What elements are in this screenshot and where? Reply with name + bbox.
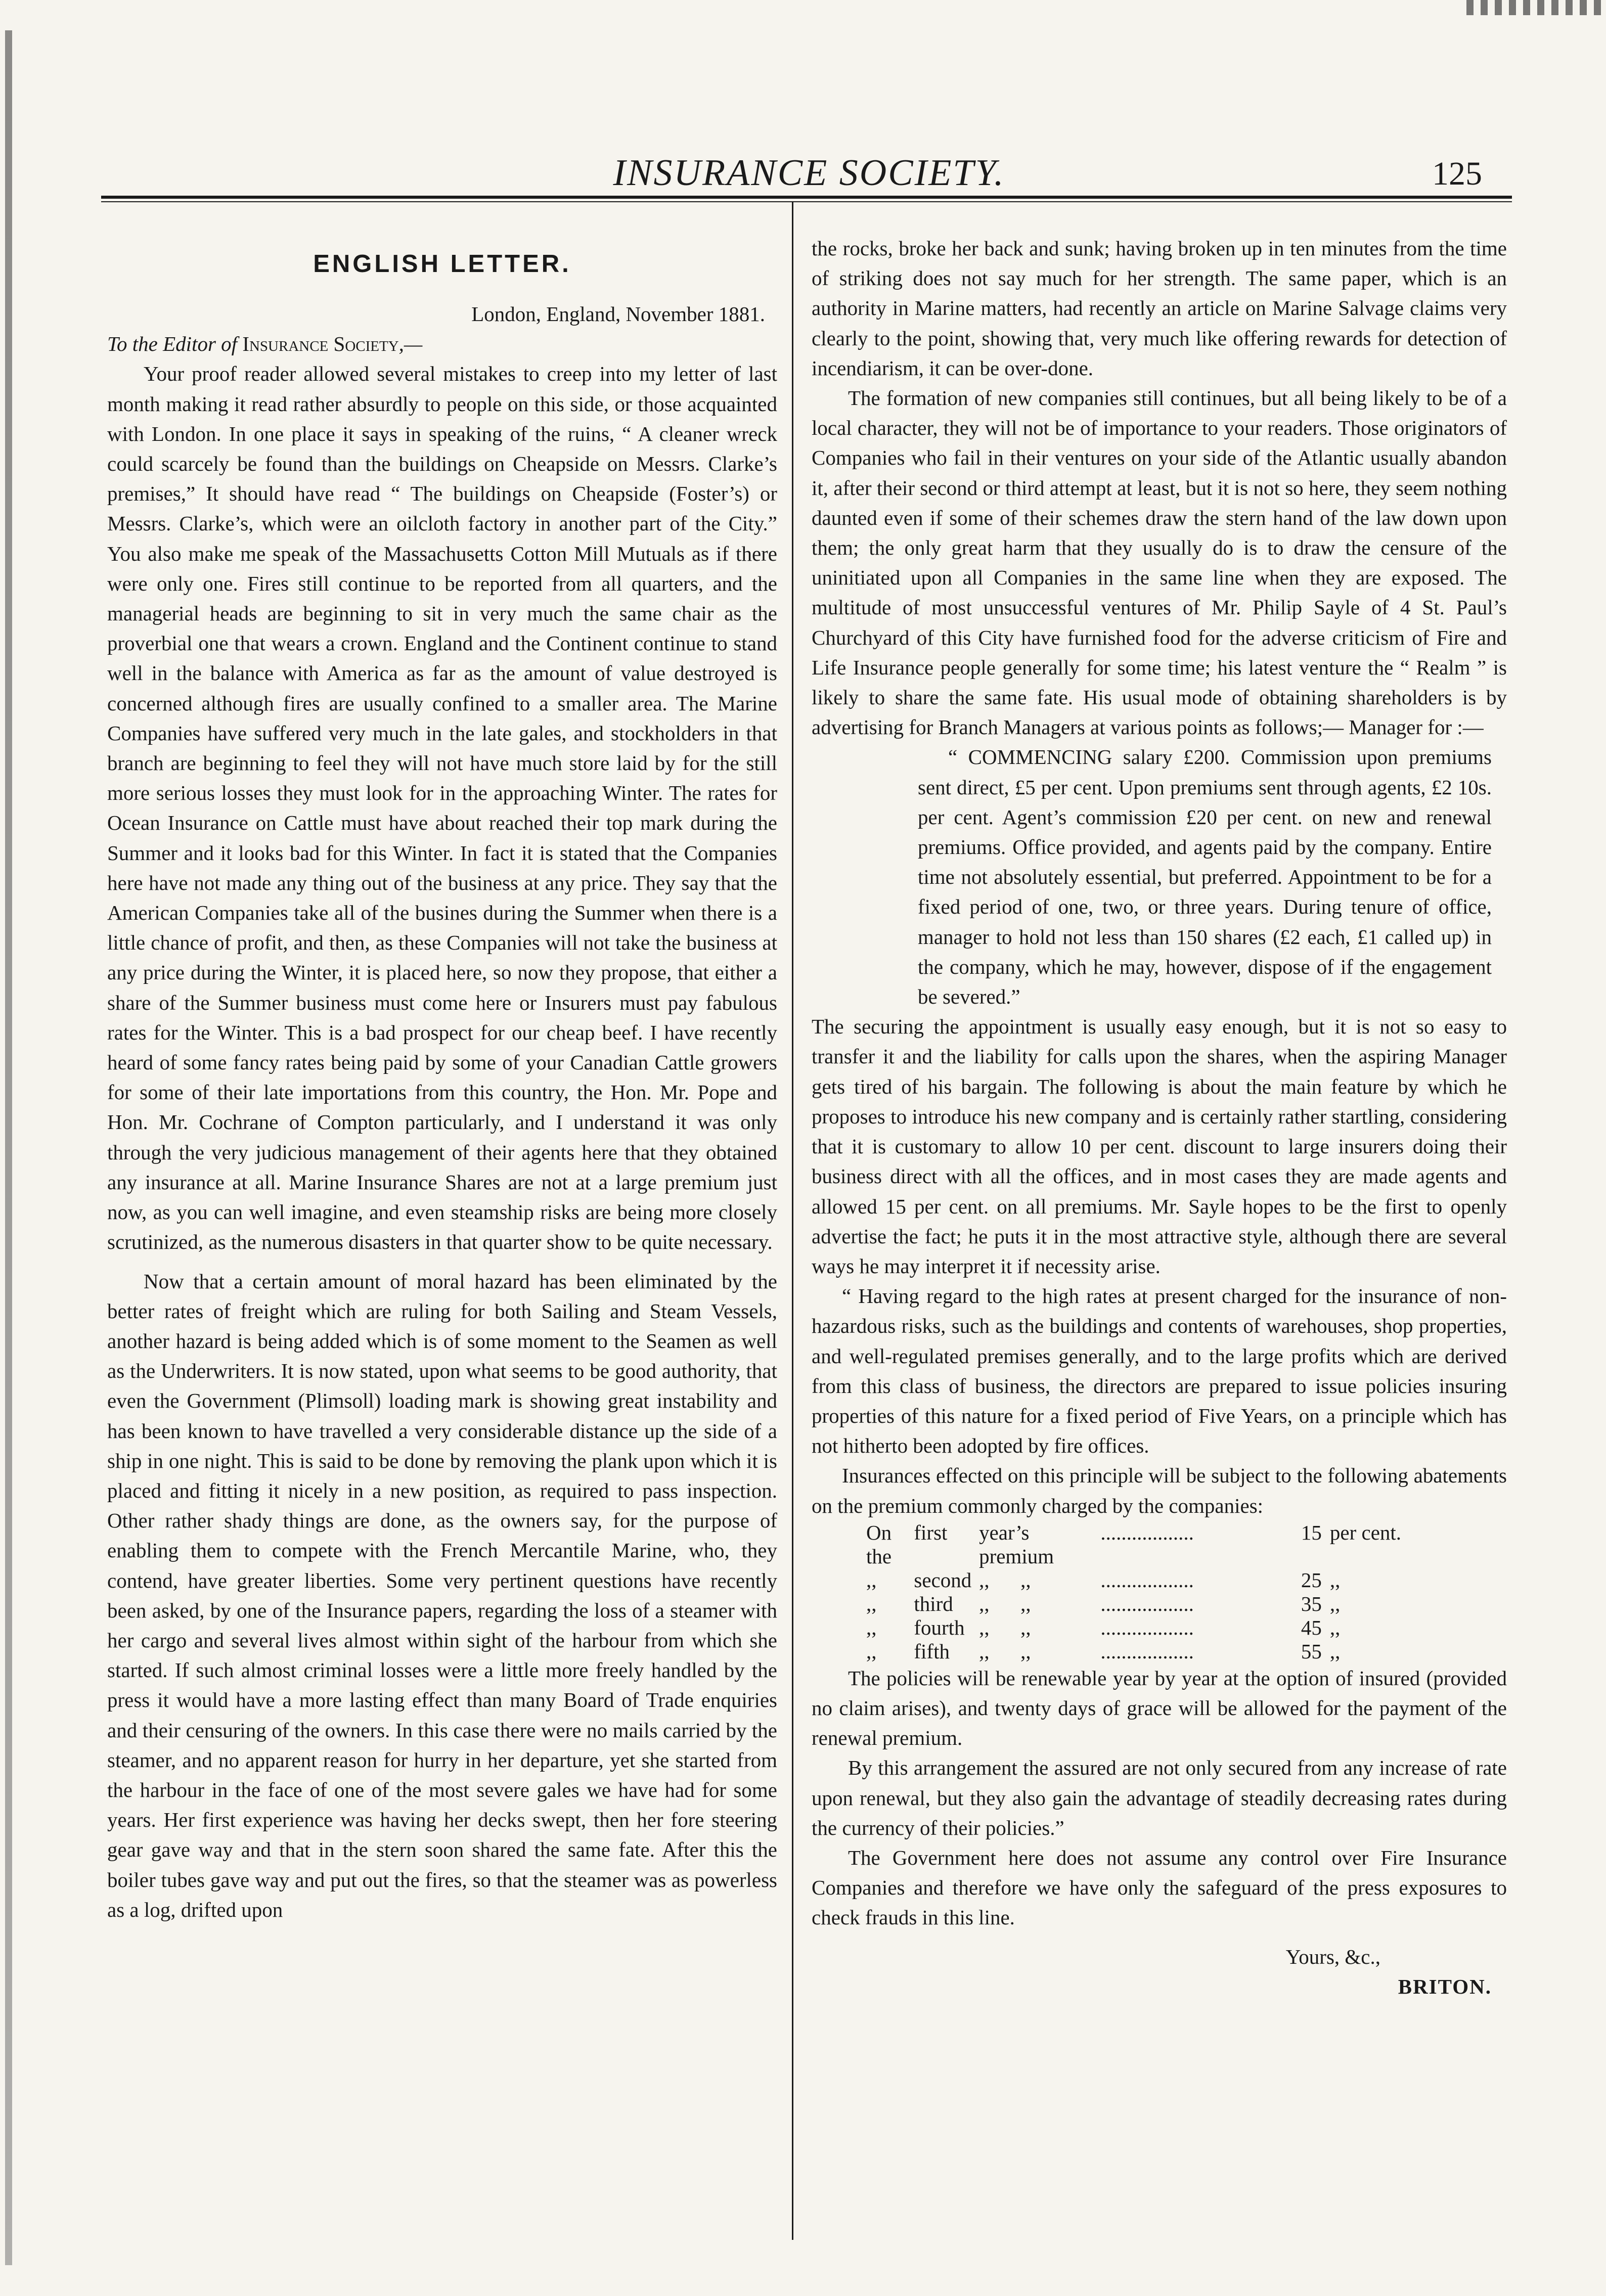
table-row bbox=[866, 1592, 1443, 1616]
table-unit: ,, bbox=[1329, 1615, 1341, 1639]
body-paragraph: The Government here does not assume any control over Fire Insurance Companies and therefore we have only the safeguard of the press exposures to check frauds in this line. bbox=[812, 1845, 1507, 1929]
right-column bbox=[812, 234, 1507, 2002]
table-cell: ,, bbox=[866, 1592, 877, 1615]
table-cell: first bbox=[914, 1520, 948, 1544]
salutation-suffix: ,— bbox=[398, 332, 423, 356]
table-cell: second bbox=[914, 1568, 972, 1592]
table-row bbox=[866, 1568, 1443, 1592]
table-cell: ,, bbox=[866, 1639, 877, 1663]
table-leader-dots: .................. bbox=[1100, 1639, 1194, 1663]
circular-paragraph: “ Having regard to the high rates at present charged for the insurance of non-hazardous risks, such as the buildings and contents of warehouses, shop properties, and well-regulated premises generally, and to the large profits which are derived from this class of business, the directors are prepared to issue policies insuring properties of this nature for a fixed period of Five Years, on a principle which has not hitherto been adopted by fire offices. bbox=[812, 1284, 1507, 1458]
body-paragraph: By this arrangement the assured are not only secured from any increase of rate upon renewal, but they also gain the advantage of steadily decreasing rates during the currency of their policies.” bbox=[812, 1756, 1507, 1839]
signoff: Yours, &c., bbox=[1285, 1945, 1380, 1968]
table-value: 45 bbox=[1301, 1615, 1322, 1639]
salutation-prefix: To the Editor of bbox=[107, 332, 243, 356]
salutation-publication: Insurance Society bbox=[242, 332, 399, 356]
dateline: London, England, November 1881. bbox=[471, 302, 765, 326]
table-cell: fifth bbox=[914, 1639, 950, 1663]
table-value: 25 bbox=[1301, 1568, 1322, 1592]
table-row bbox=[866, 1616, 1443, 1640]
table-row bbox=[866, 1521, 1443, 1568]
table-cell: fourth bbox=[914, 1615, 965, 1639]
table-cell: ,, ,, bbox=[979, 1615, 1031, 1639]
table-unit: ,, bbox=[1329, 1639, 1341, 1663]
body-paragraph: Now that a certain amount of moral hazard has been eliminated by the better rates of freight which are ruling for both Sailing and Steam Vessels, another hazard is being added which is of some moment to the Seamen as well as the Underwriters. It is now stated, upon what seems to be good authority, that even the Government (Plimsoll) loading mark is showing great instability and has been known to have travelled a very considerable distance up the side of a ship in one night. This is said to be done by removing the plank upon which it is placed and fitting it nicely in a new position, as required to pass inspection. Other rather shady things are done, as the owners say, for the purpose of enabling them to compete with the French Mercantile Marine, who, they contend, have greater liberties. Some very pertinent questions have recently been asked, by one of the Insurance papers, regarding the loss of a steamer with her cargo and several lives almost within sight of the harbour from which she started. If such almost criminal losses were a little more freely handled by the press it would have a more lasting effect than many Board of Trade enquiries and their censuring of the owners. In this case there were no mails carried by the steamer, and no apparent reason for hurry in her departure, yet she started from the harbour in the face of one of the most severe gales we have had for some years. Her first experience was having her decks swept, then her fore steering gear gave way and that in the stern soon shared the same fate. After this the boiler tubes gave way and put out the fires, so that the steamer was as powerless as a log, drifted upon bbox=[107, 1269, 777, 1921]
body-paragraph: Your proof reader allowed several mistakes to creep into my letter of last month making it read rather absurdly to people on this side, or those acquainted with London. In one place it says in speaking of the ruins, “ A cleaner wreck could scarcely be found than the buildings on Cheapside on Messrs. Clarke’s premises,” It should have read “ The buildings on Cheapside (Foster’s) or Messrs. Clarke’s, which were an oilcloth factory in another part of the City.” You also make me speak of the Massachusetts Cotton Mill Mutuals as if there were only one. Fires still continue to be reported from all quarters, and the managerial heads are beginning to sit in very much the same chair as the proverbial one that wears a crown. England and the Continent continue to stand well in the balance with America as far as the amount of value destroyed is concerned although fires are usually confined to a smaller area. The Marine Companies have suffered very much in the late gales, and stockholders in that branch are beginning to feel they will not have much store laid by for the still more serious losses they must look for in the approaching Winter. The rates for Ocean Insurance on Cattle must have about reached their top mark during the Summer and it looks bad for this Winter. In fact it is stated that the Companies here have not made any thing out of the business at any price. They say that the American Companies take all of the busines during the Summer when there is a little chance of profit, and then, as these Companies will not take the business at any price during the Winter, it is placed here, so now they propose, that either a share of the Summer business must come here or Insurers must pay fabulous rates for the Winter. This is a bad prospect for our cheap beef. I have recently heard of some fancy rates being paid by some of your Canadian Cattle growers for some of their late importations from this country, the Hon. Mr. Pope and Hon. Mr. Cochrane of Compton particularly, and I understand it was only through the very judicious management of their agents here that they obtained any insurance at all. Marine Insurance Shares are not at a large premium just now, as you can well imagine, and even steamship risks are being more closely scrutinized, as the numerous disasters in that quarter show to be quite necessary. bbox=[107, 362, 777, 1254]
scan-top-edge bbox=[1466, 0, 1606, 15]
table-value: 35 bbox=[1301, 1592, 1322, 1615]
table-cell: ,, ,, bbox=[979, 1592, 1031, 1615]
scan-binding-edge bbox=[5, 30, 12, 2265]
table-unit: ,, bbox=[1329, 1568, 1341, 1592]
signature: BRITON. bbox=[1398, 1974, 1492, 1998]
running-header-title: INSURANCE SOCIETY. bbox=[613, 152, 1005, 194]
table-cell: ,, bbox=[866, 1568, 877, 1592]
table-leader-dots: .................. bbox=[1100, 1592, 1194, 1615]
body-paragraph: The securing the appointment is usually easy enough, but it is not so easy to transfer it and the liability for calls upon the shares, when the aspiring Manager gets tired of his bargain. The following is about the main feature by which he proposes to introduce his new company and is certainly rather startling, considering that it is customary to allow 10 per cent. discount to large insurers doing their business direct with all the offices, and in most cases they are made agents and allowed 15 per cent. on all premiums. Mr. Sayle hopes to be the first to openly advertise the fact; he puts it in the most attractive style, although there are several ways he may interpret it if necessity arise. bbox=[812, 1015, 1507, 1278]
header-rule-thick bbox=[101, 196, 1512, 199]
table-leader-dots: .................. bbox=[1100, 1615, 1194, 1639]
table-cell: third bbox=[914, 1592, 953, 1615]
circular-quote bbox=[812, 1281, 1507, 1521]
page-number: 125 bbox=[1432, 155, 1482, 192]
table-cell: ,, bbox=[866, 1615, 877, 1639]
advertisement-text: “ COMMENCING salary £200. Commission upon premiums sent direct, £5 per cent. Upon premiums sent through agents, £2 10s. per cent. Agent’s commission £20 per cent. on new and renewal premiums. Office provided, and agents paid by the company. Entire time not absolutely essential, but preferred. Appointment to be for a fixed period of one, two, or three years. During tenure of office, manager to hold not less than 150 shares (£2 each, £1 called up) in the company, which he may, however, dispose of if the engagement be severed.” bbox=[918, 745, 1492, 1009]
salutation bbox=[107, 329, 777, 359]
table-unit: ,, bbox=[1329, 1592, 1341, 1615]
table-leader-dots: .................. bbox=[1100, 1568, 1194, 1592]
table-value: 55 bbox=[1301, 1639, 1322, 1663]
left-column bbox=[107, 238, 777, 1925]
table-leader-dots: .................. bbox=[1100, 1520, 1194, 1544]
table-row bbox=[866, 1640, 1443, 1663]
advertisement-quote bbox=[918, 742, 1492, 1012]
body-paragraph: the rocks, broke her back and sunk; having broken up in ten minutes from the time of striking does not say much for her strength. The same paper, which is an authority in Marine matters, had recently an article on Marine Salvage claims very clearly to the point, showing that, very much like offering rewards for detection of incendiarism, it can be over-done. bbox=[812, 237, 1507, 380]
table-cell: year’s premium bbox=[979, 1520, 1054, 1568]
header-rule-thin bbox=[101, 201, 1512, 202]
table-unit: per cent. bbox=[1329, 1520, 1402, 1544]
table-value: 15 bbox=[1301, 1520, 1322, 1544]
article-title: ENGLISH LETTER. bbox=[313, 250, 571, 278]
body-paragraph: The policies will be renewable year by year at the option of insured (provided no claim arises), and twenty days of grace will be allowed for the payment of the renewal premium. bbox=[812, 1666, 1507, 1750]
abatement-table bbox=[866, 1521, 1443, 1663]
table-cell: On the bbox=[866, 1520, 892, 1568]
circular-paragraph: Insurances effected on this principle will be subject to the following abatements on the premium commonly charged by the companies: bbox=[812, 1464, 1507, 1517]
column-divider bbox=[792, 202, 793, 2240]
table-cell: ,, ,, bbox=[979, 1639, 1031, 1663]
body-paragraph: The formation of new companies still continues, but all being likely to be of a local character, they will not be of importance to your readers. Those originators of Companies who fail in their ventures on your side of the Atlantic usually abandon it, after their second or third attempt at least, but it is not so here, they seem nothing daunted even if some of their schemes draw the stern hand of the law down upon them; the only great harm that they usually do is to draw the censure of the uninitiated upon all Companies in the same line when they are exposed. The multitude of most unsuccessful ventures of Mr. Philip Sayle of 4 St. Paul’s Churchyard of this City have furnished food for the adverse criticism of Fire and Life Insurance people generally for some time; his latest venture the “ Realm ” is likely to share the same fate. His usual mode of obtaining shareholders is by advertising for Branch Managers at various points as follows;— Manager for :— bbox=[812, 386, 1507, 739]
table-cell: ,, ,, bbox=[979, 1568, 1031, 1592]
